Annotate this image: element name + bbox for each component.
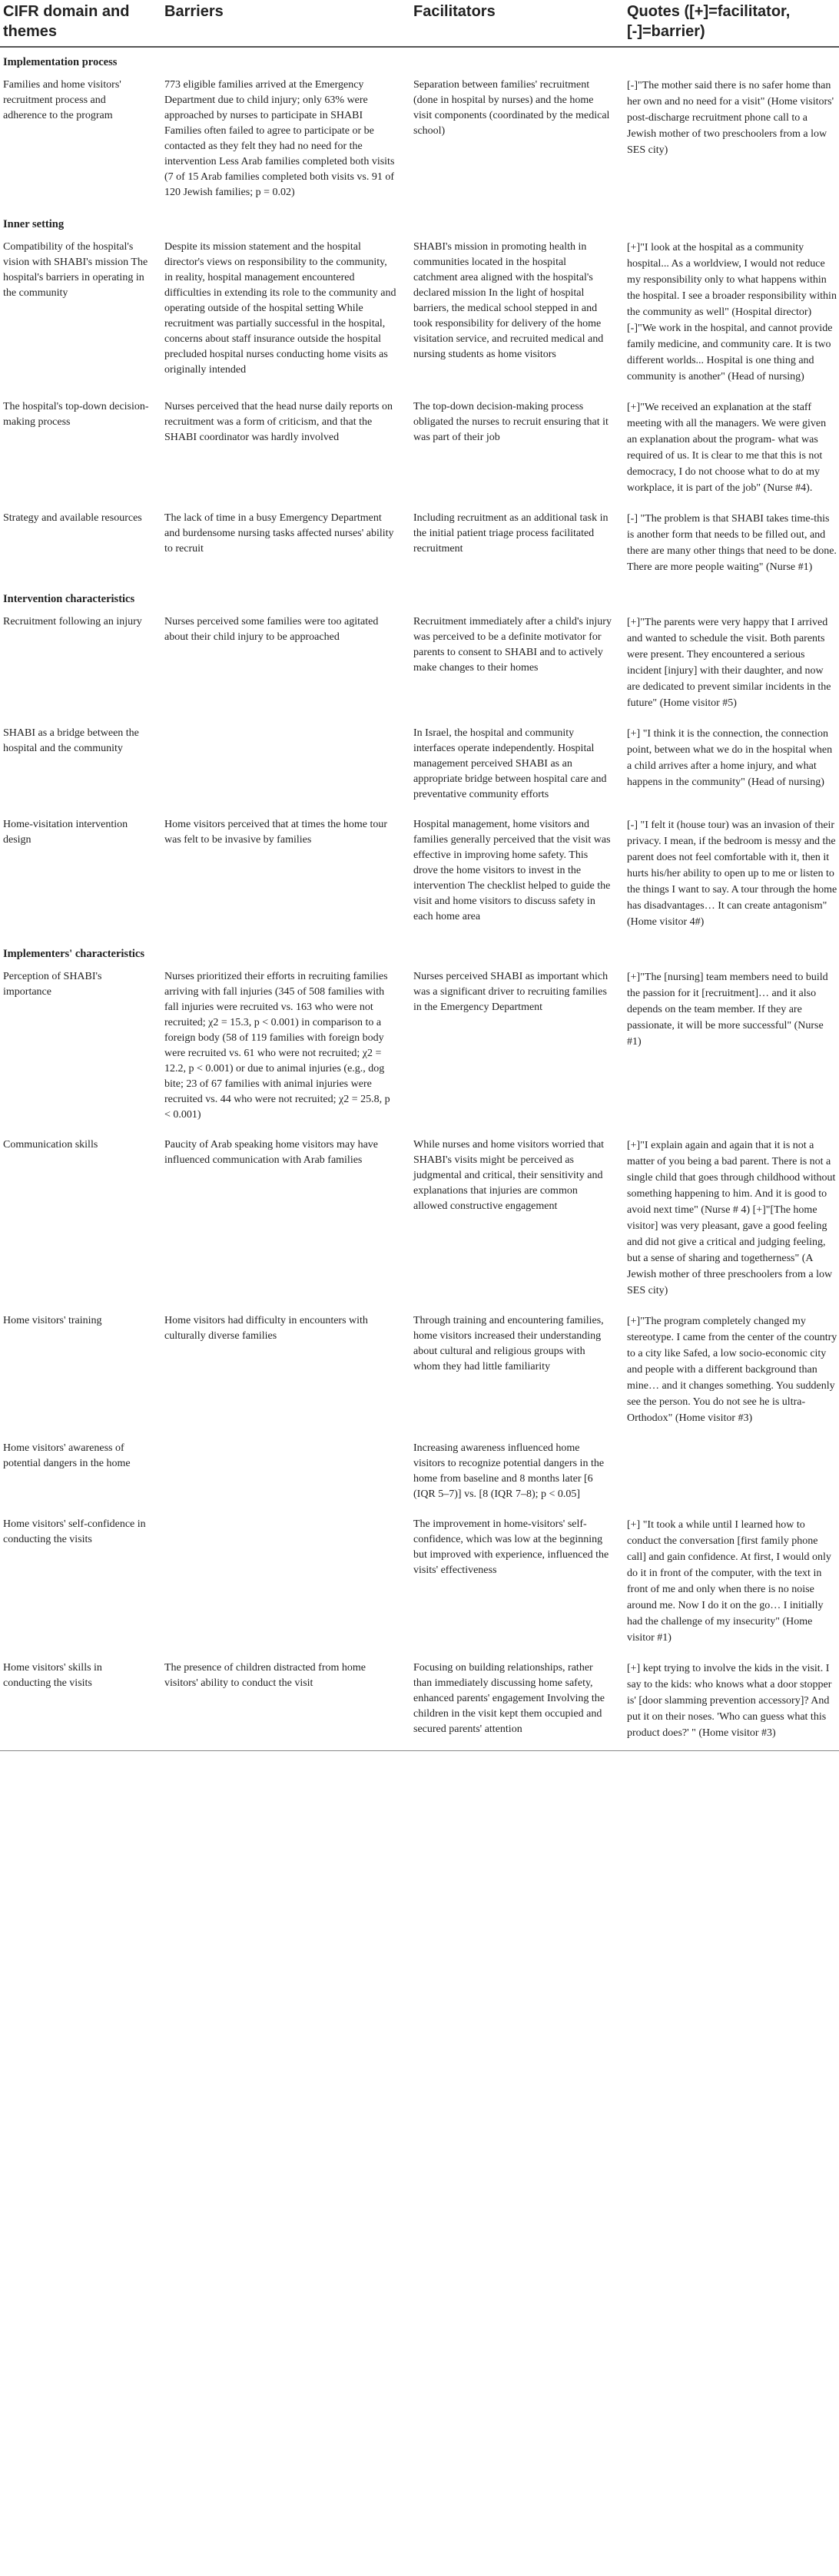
facilitators-cell: In Israel, the hospital and community interfaces operate independently. Hospital management perceived SHABI as an appropriate bridge between hospital care and preventative community efforts xyxy=(413,727,607,800)
table-row xyxy=(0,1435,839,1511)
barriers-cell: Nurses perceived that the head nurse daily reports on recruitment was a form of criticism, and that the SHABI coordinator was hardly involved xyxy=(164,401,393,443)
facilitators-cell: Including recruitment as an additional task in the initial patient triage process facilitated recruitment xyxy=(413,512,609,555)
section-title-inner-setting: Inner setting xyxy=(3,218,65,230)
header-barriers: Barriers xyxy=(161,0,410,47)
section-heading-row xyxy=(0,210,839,234)
table-row xyxy=(0,964,839,1132)
facilitators-cell: Hospital management, home visitors and families generally perceived that the visit was effective in improving home safety. This drove the home visitors to invest in the intervention The checklist helped to guide the visit and home visitors to discuss safety in each home area xyxy=(413,819,611,922)
quotes-cell: [+] "I think it is the connection, the connection point, between what we do in the hospital when a child arrives after a home injury, and what happens in the community" (Head of nursing) xyxy=(627,728,833,788)
quotes-cell: [+]"The program completely changed my stereotype. I came from the center of the country to a city like Safed, a low socio-economic city and people with a different background than mine… and it changes something. You suddenly see the person. You do not see he is ultra-Orthodox" (Home visitor #3) xyxy=(627,1316,837,1424)
table-row xyxy=(0,234,839,394)
table-row xyxy=(0,609,839,720)
theme-cell: Families and home visitors' recruitment process and adherence to the program xyxy=(3,79,121,121)
facilitators-cell: Recruitment immediately after a child's injury was perceived to be a definite motivator for parents to consent to SHABI and to actively make changes to their homes xyxy=(413,616,612,674)
section-heading-row xyxy=(0,584,839,609)
quotes-cell: [+]"We received an explanation at the staff meeting with all the managers. We were given an explanation about the program- what was required of us. It is clear to me that this is not democracy, I do not choose what to do at my workplace, it is part of the job" (Nurse #4). xyxy=(627,402,827,494)
table-row xyxy=(0,1308,839,1435)
theme-cell: Recruitment following an injury xyxy=(3,616,142,627)
quotes-cell: [+] "It took a while until I learned how to conduct the conversation [first family phone call] and gain confidence. At first, I would only do it in front of the computer, with the text in front of me and only when there is no noise around me. Now I do it on the go… I initially had the challenge of my insecurity" (Home visitor #1) xyxy=(627,1519,831,1644)
theme-cell: Communication skills xyxy=(3,1139,98,1151)
quotes-cell: [+]"The parents were very happy that I arrived and wanted to schedule the visit. Both parents were present. They encountered a serious incident [injury] with their daughter, and now are dedicated to prevent similar incidents in the future" (Home visitor #5) xyxy=(627,617,831,709)
facilitators-cell: Nurses perceived SHABI as important which was a significant driver to recruiting families in the Emergency Department xyxy=(413,971,609,1013)
quotes-cell: [+]"The [nursing] team members need to build the passion for it [recruitment]… and it also depends on the team member. If they are passionate, it will be more successful" (Nurse #1) xyxy=(627,972,828,1048)
quotes-cell: [+]"I look at the hospital as a community hospital... As a worldview, I would not reduce my responsibility only to what happens within the hospital. I see a broader responsibility within the community as well" (Hospital director) [-]"We work in the hospital, and cannot provide family medicine, and community care. It is two different worlds... Hospital is one thing and community is another" (Head of nursing) xyxy=(627,242,837,382)
theme-cell: Perception of SHABI's importance xyxy=(3,971,102,998)
barriers-cell: The presence of children distracted from home visitors' ability to conduct the visit xyxy=(161,1655,410,1751)
barriers-cell: Home visitors had difficulty in encounters with culturally diverse families xyxy=(164,1315,368,1342)
section-title-intervention-characteristics: Intervention characteristics xyxy=(3,593,135,605)
theme-cell: Home-visitation intervention design xyxy=(3,819,128,846)
quotes-cell: [-] "The problem is that SHABI takes time-this is another form that needs to be filled out, and there are many other things that need to be done. There are more people waiting" (Nurse #1) xyxy=(627,513,837,573)
facilitators-cell: The improvement in home-visitors' self-confidence, which was low at the beginning but improved with experience, influenced the visits' effectiveness xyxy=(413,1518,609,1576)
facilitators-cell: The top-down decision-making process obligated the nurses to recruit ensuring that it was part of their job xyxy=(413,401,609,443)
header-domain-themes: CIFR domain and themes xyxy=(0,0,161,47)
barriers-cell: Nurses prioritized their efforts in recruiting families arriving with fall injuries (345 of 508 families with fall injuries were recruited vs. 163 who were not recruited; χ2 = 15.3, p < 0.001) in comparison to a foreign body (58 of 119 families with foreign body were recruited vs. 61 who were not recruited; χ2 = 12.2, p < 0.001) or due to animal injuries (e.g., dog bite; 23 of 67 families with animal injuries were recruited vs. 44 who were not recruited; χ2 = 25.8, p < 0.001) xyxy=(164,971,390,1121)
theme-cell: Home visitors' awareness of potential dangers in the home xyxy=(3,1442,131,1469)
header-facilitators: Facilitators xyxy=(410,0,624,47)
theme-cell: Compatibility of the hospital's vision with SHABI's mission The hospital's barriers in operating in the community xyxy=(3,241,148,299)
table-row xyxy=(0,1132,839,1308)
barriers-cell xyxy=(161,1435,410,1511)
barriers-cell: Home visitors perceived that at times the home tour was felt to be invasive by families xyxy=(164,819,388,846)
section-heading-row xyxy=(0,939,839,964)
table-row xyxy=(0,1511,839,1655)
barriers-cell: Nurses perceived some families were too agitated about their child injury to be approached xyxy=(164,616,379,643)
theme-cell: Home visitors' self-confidence in conducting the visits xyxy=(3,1518,146,1545)
table-row xyxy=(0,505,839,584)
theme-cell: Home visitors' training xyxy=(3,1315,102,1326)
facilitators-cell: Through training and encountering families, home visitors increased their understanding about cultural and religious groups with whom they had little familiarity xyxy=(413,1315,604,1372)
header-quotes: Quotes ([+]=facilitator, [-]=barrier) xyxy=(624,0,839,47)
facilitators-cell: Focusing on building relationships, rather than immediately discussing home safety, enhanced parents' engagement Involving the children in the visit kept them occupied and secured parents' attention xyxy=(410,1655,624,1751)
quotes-cell: [-]"The mother said there is no safer home than her own and no need for a visit" (Home visitors' post-discharge recruitment phone call to a Jewish mother of two preschoolers from a low SES city) xyxy=(627,80,834,156)
theme-cell: SHABI as a bridge between the hospital and the community xyxy=(3,727,139,754)
quotes-cell xyxy=(624,1435,839,1511)
section-title-implementation-process: Implementation process xyxy=(3,56,118,68)
barriers-cell: The lack of time in a busy Emergency Department and burdensome nursing tasks affected nurses' ability to recruit xyxy=(164,512,394,555)
section-heading-row xyxy=(0,47,839,72)
facilitators-cell: SHABI's mission in promoting health in communities located in the hospital catchment area aligned with the hospital's declared mission In the light of hospital barriers, the medical school stepped in and took responsibility for delivery of the home visitation service, and recruited medical and nursing students as home visitors xyxy=(413,241,604,360)
table-row xyxy=(0,720,839,812)
quotes-cell: [+] kept trying to involve the kids in the visit. I say to the kids: who knows what a door stopper is' [door slamming prevention accessory]? And put it on their noses. 'Who can guess what this product does?' " (Home visitor #3) xyxy=(624,1655,839,1751)
barriers-cell: 773 eligible families arrived at the Emergency Department due to child injury; only 63% were approached by nurses to participate in SHABI Families often failed to agree to participate or be contacted as they felt they had no need for the intervention Less Arab families completed both visits (7 of 15 Arab families completed both visits vs. 91 of 120 Jewish families; p = 0.02) xyxy=(164,79,395,198)
facilitators-cell: Increasing awareness influenced home visitors to recognize potential dangers in the home from baseline and 8 months later [6 (IQR 5–7)] vs. [8 (IQR 7–8); p < 0.05] xyxy=(413,1442,605,1500)
section-title-implementers-characteristics: Implementers' characteristics xyxy=(3,948,145,960)
barriers-cell xyxy=(161,720,410,812)
table-header-row xyxy=(0,0,839,47)
quotes-cell: [+]"I explain again and again that it is not a matter of you being a bad parent. There is not a single child that goes through childhood without something happening to him. And it is good to avoid next time" (Nurse # 4) [+]"[The home visitor] was very pleasant, gave a good feeling and did not give a critical and judging feeling, but a sense of sharing and togetherness" (A Jewish mother of three preschoolers from a low SES city) xyxy=(627,1140,836,1296)
quotes-cell: [-] "I felt it (house tour) was an invasion of their privacy. I mean, if the bedroom is messy and the parent does not feel comfortable with it, then it hurts his/her ability to open up to me or listen to the things I want to say. A tour through the home has disadvantages… It can create antagonism" (Home visitor 4#) xyxy=(627,819,837,928)
table-row xyxy=(0,72,839,210)
facilitators-cell: While nurses and home visitors worried that SHABI's visits might be perceived as judgmental and critical, their sensitivity and explanations that injuries are common allowed constructive engagement xyxy=(413,1139,605,1212)
barriers-cell: Paucity of Arab speaking home visitors may have influenced communication with Arab families xyxy=(164,1139,378,1166)
table-row xyxy=(0,1655,839,1751)
theme-cell: The hospital's top-down decision-making process xyxy=(3,401,149,428)
theme-cell: Strategy and available resources xyxy=(3,512,142,524)
theme-cell: Home visitors' skills in conducting the visits xyxy=(0,1655,161,1751)
barriers-cell: Despite its mission statement and the hospital director's views on responsibility to the community, in reality, hospital management encountered difficulties in extending its role to the community and operating outside of the hospital setting While recruitment was partially successful in the hospital, concerns about staff insurance outside the hospital precluded hospital nurses conducting home visits as originally intended xyxy=(164,241,396,376)
barriers-cell xyxy=(161,1511,410,1655)
table-row xyxy=(0,394,839,505)
facilitators-cell: Separation between families' recruitment (done in hospital by nurses) and the home visit components (coordinated by the medical school) xyxy=(413,79,610,137)
table-row xyxy=(0,812,839,939)
